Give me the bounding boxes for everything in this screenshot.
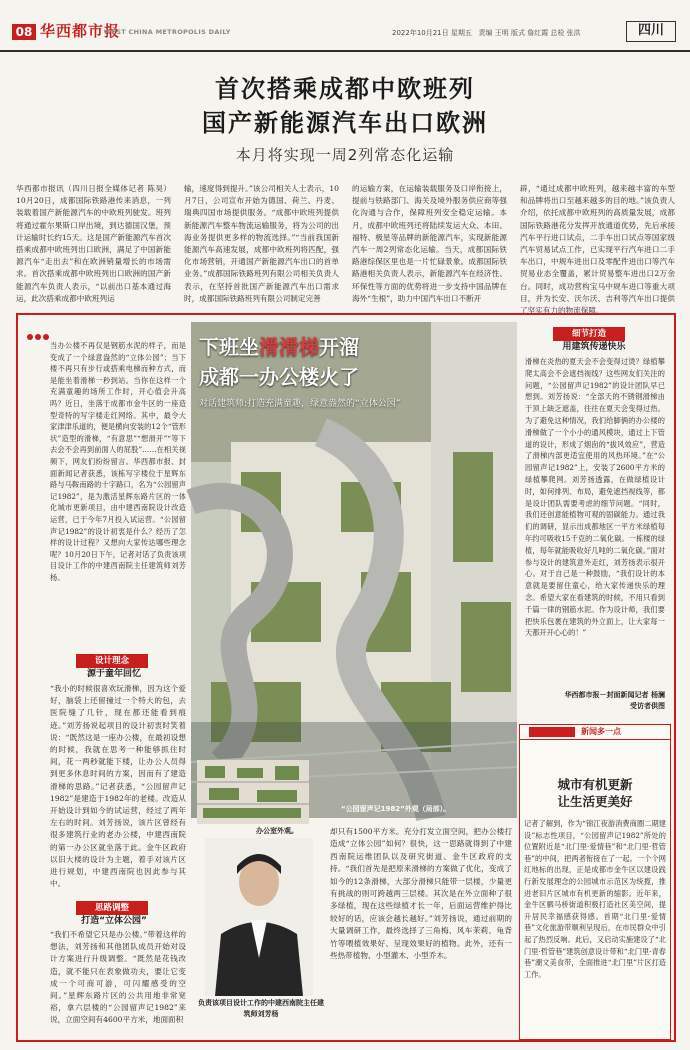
headline-line-2: 国产新能源汽车出口欧洲 <box>202 109 488 137</box>
headline-deck: 本月将实现一周2列常态化运输 <box>235 146 455 164</box>
section-tag-adjust: 思路调整 <box>76 901 148 915</box>
sidebar-title-line-2: 让生活更美好 <box>557 794 633 809</box>
main-photo <box>191 322 517 818</box>
article-column-2: 输，速度得到提升。”该公司相关人士表示，10月7日，公司宣布开始为德国、荷兰、丹麦、瑞典四国市场提供服务。“成都中欧班列提供新能源汽车整车物流运输服务，将为公司的出海业务提供更多样的物流选择。”“当前我国新能源汽车高速发展，成都中欧班列将匹配，强化市场营销，开通国产新能源汽车出口的首单业务。”成都国际铁路班列有限公司相关负责人表示，在坚持首批国产新能源汽车出口需求时，成都国际铁路班列有限公司制定完善 <box>184 184 339 303</box>
designer-photo-caption: 负责该项目设计工作的中建西南院主任建筑师刘芳杨 <box>198 999 324 1018</box>
issue-date: 2022年10月21日 星期五 <box>392 29 472 37</box>
photo-title-slide: 滑滑梯 <box>259 335 319 359</box>
section-subtitle-design: 源于童年回忆 <box>86 669 141 679</box>
article-column-1: 华西都市报讯（四川日报全媒体记者 陈昊）10月20日，成都国际铁路港传来消息，一列装载着国产新能源汽车的中欧班列驶发。班列将通过霍尔果斯口岸出境，到达德国汉堡，预计运输时长约15天。这是国产新能源汽车首次搭乘成都中欧班列出口欧洲，满足了中国新能源汽车“走出去”和在欧洲销量增长的市场需求。首次搭乘成都中欧班列出口欧洲的国产新能源汽车负责人表示，“以前出口基本通过海运，此次搭乘成都中欧班列运 <box>16 184 171 303</box>
feature-intro: 当办公楼不再仅是钢筋水泥的样子，而是变成了一个绿意盎然的“立体公园”；当下楼不再只有步行或搭乘电梯而种方式，而是能坐着滑梯一秒到站。当你在这样一个充满童趣的场所工作时，开心值会升高吗？近日，坐落于成都市金牛区的一座造型奇特的写字楼走红网络。其中，最令大家津津乐道的，便是横向安装的12个“管形状”造型的滑梯，“有意思”“想滑开”“等下去会不会再到前面人的屁股”……在相关视频下，网友们纷纷留言。华西都市报、封面新闻记者获悉，该栋写字楼位于星辉东路与马鞍南路的十字路口，名为“公园留声记1982”，是为激活星辉东路片区的一体化城市更新项目，由中建西南院设计改造运营，已于今年7月投入试运营。“公园留声记1982”的设计初衷是什么？经历了怎样的设计过程？又想向大家传达哪些理念呢？10月20日下午，记者对话了负责该项目设计工作的中建西南院主任建筑师刘芳杨。 <box>50 341 186 582</box>
sidebar-tag: 新闻多一点 <box>581 727 621 736</box>
page-number: 08 <box>12 24 36 40</box>
photo-subtitle: 对话建筑师:打造充满童趣，绿意盎然的“立体公园” <box>199 399 401 409</box>
section-subtitle-adjust: 打造“立体公园” <box>81 916 147 926</box>
sidebar-header <box>519 724 671 740</box>
article-credit <box>525 690 665 712</box>
office-photo-caption: 办公室外观。 <box>256 827 298 835</box>
main-headline <box>0 72 690 140</box>
section-body-adjust: “我们不希望它只是办公楼。”带着这样的想法，刘芳扬和其他团队成员开始对设计方案进行升级调整。“既然是花钱改造，就不能只在表象做功夫，要让它变成一个可商可游，可闪耀感受的空间。”星辉东路片区的公共用地非常宽裕，拿六层楼的“公园留声记1982”来说，立面空间有4600平方米，地面面积 <box>50 930 186 1025</box>
section-body-detail: 滑梯在炎热的夏天会不会变得过烫？绿植攀爬太高会不会遮挡视线？这些网友们关注的问题，“公园留声记1982”的设计团队早已想到。刘芳扬说：“全部天的不锈钢滑梯由于顶上缺乏遮盖，往往在夏天会变得过热。为了避免这种情况，我们给脚俩的办公楼的滑梯做了一个小小的通风模块，通过上下管道的设计，形成了烟囱的“拔风效应”，营造了滑梯内部更适宜使用的风热环境。”在“公园留声记1982”上，安装了2600平方米的绿植攀爬网。刘芳扬透露，在做绿植设计时，如何排列、布局，避免遮挡视线等，都是设计团队需要考虑的细节问题。“同时，我们还创意能植物可观的固碳能力。通过我们的调研，显示出成都地区一平方米绿植每年约可吸收15千克的二氧化碳。一栋楼的绿植，每年就能吸收好几吨的二氧化碳。”面对参与设计的建筑意外走红，刘芳扬表示很开心。对于自己是一种鼓励，“我们设计的本意就是要留住童心，给大家传递快乐的理念。希望大家在看建筑的时候，不用只看到千篇一律的钢筋水泥。作为设计师，我们要把快乐包裹在建筑的外立面上，让大家每一天都开开心心的！” <box>525 357 665 638</box>
feature-middle-text: 却只有1500平方米。充分打发立面空间，把办公楼打造成“立体公园”如何？很快，这一思路就得到了中建西南院运维团队以及研究街道、金牛区政府的支持。“我们首先是把原来滑梯的方案做了优化，变成了如今的12条滑梯，大部分滑梯只能带一层楼，少量更有挑战的则可跨越两三层楼。其次是在外立面种了很多绿植，现在这些绿植才长一年，后面运营维护得比较好的话，应该会越长越好。”刘芳扬说，通过前期的大量调研工作，最终选择了三角梅、风车茉莉、龟背竹等喂植效果好、呈现效果好的植物。此外，还有一些热带植物、小型灌木、小型乔木。 <box>330 827 512 961</box>
sidebar-title-line-1: 城市有机更新 <box>557 777 633 792</box>
headline-line-1: 首次搭乘成都中欧班列 <box>215 75 475 103</box>
article-column-3: 的运输方案，在运输装载服务及口岸衔接上，提前与铁路部门、海关及境外服务供应商等强化沟通与合作，保障班列安全稳定运输。本月，成都中欧班列还将陆续发运大众、本田、福特、极星等品牌的新能源汽车，实现新能源汽车一周2列常态化运输。当天，成都国际铁路港综保区里也是一片忙碌景象。成都国际铁路港相关负责人表示，新能源汽车在经济性、环保性等方面的优势将进一步支持中国品牌在海外“生根”，助力中国汽车出口不断开 <box>352 184 507 303</box>
credit-photo: 受访者供图 <box>630 702 665 710</box>
designer-photo <box>205 838 313 996</box>
credit-reporter: 华西都市报－封面新闻记者 杨澜 <box>564 691 665 699</box>
office-illustration <box>197 760 309 824</box>
newspaper-subtitle: WEST CHINA METROPOLIS DAILY <box>104 28 231 36</box>
photo-title-line-1 <box>199 334 359 360</box>
building-illustration <box>191 322 517 818</box>
section-tag-design: 设计理念 <box>76 654 148 668</box>
designer-portrait <box>205 838 313 996</box>
photo-title-part-2: 开溜 <box>319 335 359 359</box>
issue-editors: 责编 王明 版式 詹红霞 总检 张洪 <box>478 29 581 37</box>
decorative-dots <box>27 325 51 344</box>
sidebar-title <box>519 776 671 810</box>
section-body-design: “我小的时候很喜欢玩滑梯，因为这个爱好，脑袋上还留撞过一个特大的包，去医院缝了几针，现在都还能看到痕迹。”刘芳扬说起项目的设计初衷时笑着说：“既然这是一座办公楼，在最初设想的时候，我就在思考一种能够抓住时间，花一两秒就能下楼，让办公人员得到更多休息时间的方案，因而有了建造滑梯的思路。”记者获悉，“公园留声记1982”是建造于1982年的老楼。改造从开始设计到如今的试运营，经过了两年左右的时间。刘芳扬说，该片区曾经有很多建筑行业的老办公楼，中建西南院的第一办公区就坐落于此。金牛区政府以旧大楼的设计为主题，着手对该片区进行规划，中建西南院也因此参与其中。 <box>50 684 186 889</box>
section-tag-detail: 细节打造 <box>553 327 625 341</box>
sidebar-body: 记者了解到，作为“锦江夜游消费商圈二期建设”标志性项目，“公园留声记1982”所处的位置附近是“北门里·爱情巷”和“北门里·哲管巷”的中间，把两者衔接在了一起。一个个网红地标的出现，正是成都市金牛区以建设践行新发展理念的公园城市示范区为统揽，推进老旧片区城市有机更新的缩影。近年来，金牛区驷马桥街道积极打造社区美空间，提升居民幸福感获得感。首期“北门里·爱情巷”文化旅游带顺利呈现后，在市民群众中引起了热烈反响。此后，又启动实施建设了“北门里·哲管巷”建筑创意设计带和“北门里·青春巷”潮文美食带，全面推进“北门里”片区打造工作。 <box>524 819 666 979</box>
photo-title-line-2: 成都一办公楼火了 <box>199 365 359 389</box>
section-label: 四川 <box>626 21 676 42</box>
section-subtitle-detail: 用建筑传递快乐 <box>562 342 626 352</box>
newspaper-logo: 华西都市报 <box>40 22 121 40</box>
issue-meta <box>392 28 581 38</box>
main-photo-caption: “公园留声记1982”外观（局部）。 <box>341 805 451 813</box>
office-photo <box>197 760 309 824</box>
article-column-4: 辟，“通过成都中欧班列，越来越丰富的车型和品牌将出口至越来越多的目的地。”该负责人介绍，依托成都中欧班列的高质量发展，成都国际铁路港花分发挥开放通道优势，先后承接汽车平行进口试点，二手车出口试点等国家级汽车贸易试点工作，已实现平行汽车进口二手车出口，中规车进出口及零配件进出口等汽车贸易业态全覆盖，累计贸易整车进出口2万余台。同时，成功营构宝马中规车进口等重大项目，并为长安、沃尔沃、吉利等汽车出口提供了坚实有力的物流保障。 <box>520 184 675 316</box>
photo-title-part-1: 下班坐 <box>199 335 259 359</box>
